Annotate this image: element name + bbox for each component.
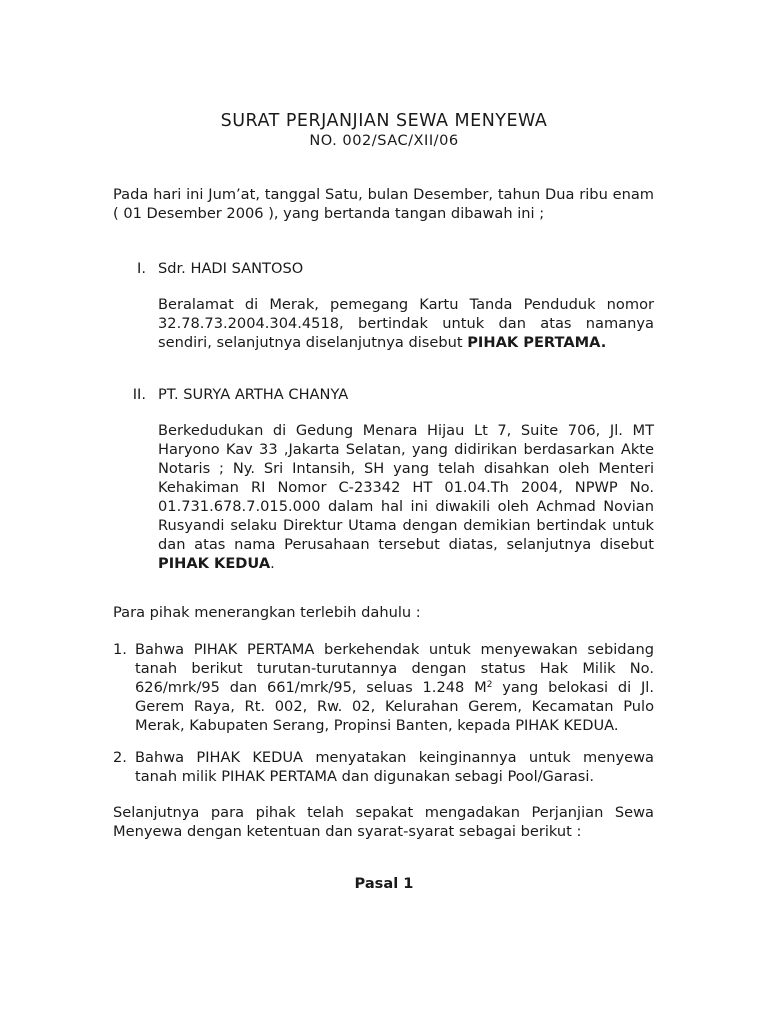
item1-text: Bahwa PIHAK PERTAMA berkehendak untuk menyewakan sebidang tanah berikut turutan-turutannya dengan status Hak Milik No. 626/mrk/95 dan 661/mrk/95, seluas 1.248 M: [135, 641, 654, 696]
article-heading: Pasal 1: [354, 875, 414, 892]
intro-paragraph: [113, 185, 654, 223]
party1-numeral: I.: [137, 260, 146, 277]
preamble-text: Para pihak menerangkan terlebih dahulu :: [113, 604, 421, 621]
item1-text-cont: yang belokasi di Jl. Gerem Raya, Rt. 002, Rw. 02, Kelurahan Gerem, Kecamatan Pulo Merak, Kabupaten Serang, Propinsi Banten, kepada PIHAK KEDUA.: [135, 679, 654, 734]
party2-end: .: [270, 555, 275, 572]
item1-superscript: 2: [486, 680, 493, 690]
party2-label: PIHAK KEDUA: [158, 555, 271, 572]
item2-text: Bahwa PIHAK KEDUA menyatakan keinginannya untuk menyewa tanah milik PIHAK PERTAMA dan digunakan sebagi Pool/Garasi.: [135, 749, 654, 785]
document-number: NO. 002/SAC/XII/06: [309, 132, 459, 149]
party1-paragraph: [158, 295, 654, 352]
preamble: [113, 603, 654, 622]
party2-numeral: II.: [132, 386, 146, 403]
closing-text: Selanjutnya para pihak telah sepakat mengadakan Perjanjian Sewa Menyewa dengan ketentuan dan syarat-syarat sebagai berikut :: [113, 804, 654, 840]
party1-name: Sdr. HADI SANTOSO: [158, 260, 304, 277]
party2-paragraph: [158, 421, 654, 573]
item2-marker: 2.: [113, 749, 127, 766]
item2-paragraph: [135, 748, 654, 786]
item1-marker: 1.: [113, 641, 127, 658]
party1-text: Beralamat di Merak, pemegang Kartu Tanda Penduduk nomor 32.78.73.2004.304.4518, bertindak untuk dan atas namanya sendiri, selanjutnya diselanjutnya disebut: [158, 296, 654, 351]
item1-paragraph: [135, 640, 654, 735]
party2-name: PT. SURYA ARTHA CHANYA: [158, 386, 349, 403]
intro-text: Pada hari ini Jum’at, tanggal Satu, bulan Desember, tahun Dua ribu enam ( 01 Desember 2006 ), yang bertanda tangan dibawah ini ;: [113, 186, 654, 222]
closing-paragraph: [113, 803, 654, 841]
party1-label: PIHAK PERTAMA.: [467, 334, 607, 351]
party2-text: Berkedudukan di Gedung Menara Hijau Lt 7, Suite 706, Jl. MT Haryono Kav 33 ,Jakarta Selatan, yang didirikan berdasarkan Akte Notaris ; Ny. Sri Intansih, SH yang telah disahkan oleh Menteri Kehakiman RI Nomor C-23342 HT 01.04.Th 2004, NPWP No. 01.731.678.7.015.000 dalam hal ini diwakili oleh Achmad Novian Rusyandi selaku Direktur Utama dengan demikian bertindak untuk dan atas nama Perusahaan tersebut diatas, selanjutnya disebut: [158, 422, 654, 553]
document-title: SURAT PERJANJIAN SEWA MENYEWA: [220, 111, 548, 131]
